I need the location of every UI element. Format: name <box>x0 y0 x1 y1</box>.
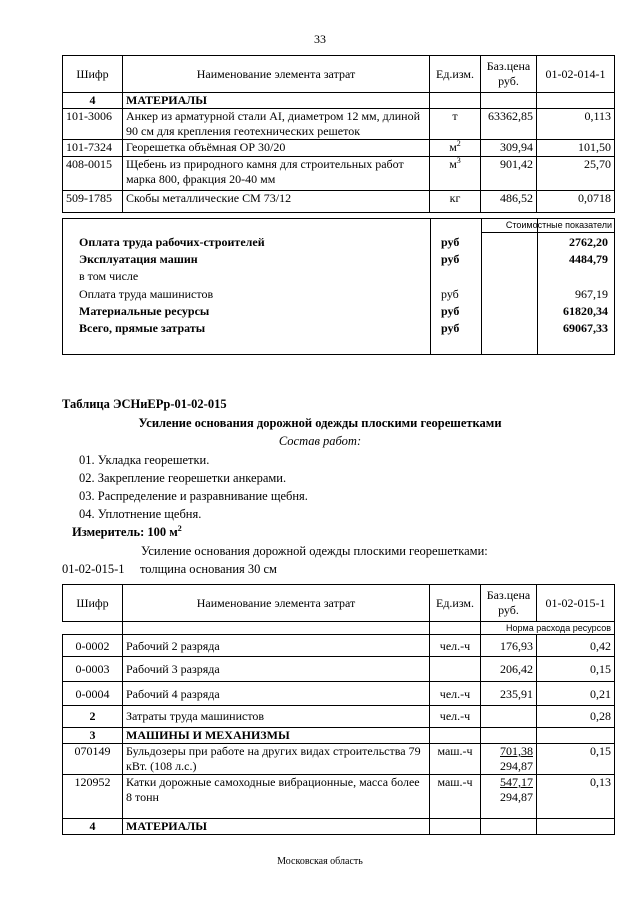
description-line: Усиление основания дорожной одежды плоскими георешетками: <box>141 544 488 558</box>
table-row: 0-0003 Рабочий 3 разряда 206,42 0,15 <box>63 657 615 682</box>
header-name: Наименование элемента затрат <box>123 585 430 622</box>
table-row <box>63 140 615 157</box>
work-item: 02. Закрепление георешетки анкерами. <box>79 471 287 485</box>
description-code: 01-02-015-1 <box>62 562 125 576</box>
table-row: 0-0004 Рабочий 4 разряда чел.-ч 235,91 0,21 <box>63 682 615 706</box>
row-unit: т <box>430 109 481 140</box>
row-unit: $м^3$ <box>430 157 481 191</box>
works-title: Состав работ: <box>278 434 362 448</box>
summary-row: Материальные ресурсы руб 61820,34 <box>79 304 608 318</box>
table-row: 120952 Катки дорожные самоходные вибрационные, масса более 8 тонн маш.-ч 547,17 294,87 0,13 <box>63 775 615 819</box>
measure-unit: Измеритель: 100 $м^2$ <box>72 523 182 539</box>
cost-indicators-label: Стоимостные показатели <box>505 220 612 230</box>
table-title: Таблица ЭСНиЕРр-01-02-015 <box>62 397 227 411</box>
summary-row: Эксплуатация машин руб 4484,79 <box>79 252 608 266</box>
header-code: Шифр <box>63 585 123 622</box>
row-name: Анкер из арматурной стали AI, диаметром 12 мм, длиной 90 см для крепления геотехнических решеток <box>123 109 430 140</box>
materials-table <box>62 55 615 213</box>
work-item: 03. Распределение и разравнивание щебня. <box>79 489 308 503</box>
row-price: 547,17 <box>500 775 533 789</box>
row-code: 101-3006 <box>63 109 123 140</box>
row-price: 309,94 <box>481 140 537 157</box>
section-number: 4 <box>63 93 123 109</box>
header-column-code: 01-02-015-1 <box>537 585 615 622</box>
page-number: 33 <box>314 32 326 46</box>
summary-row: в том числе <box>79 269 139 283</box>
row-value: 25,70 <box>537 157 615 191</box>
header-name: Наименование элемента затрат <box>123 56 430 93</box>
resources-table <box>62 584 615 835</box>
table-row: 070149 Бульдозеры при работе на других видах строительства 79 кВт. (108 л.с.) маш.-ч 701,38 294,87 0,15 <box>63 744 615 775</box>
cost-summary <box>62 218 615 355</box>
row-name: Георешетка объёмная ОР 30/20 <box>123 140 430 157</box>
header-unit: Ед.изм. <box>430 56 481 93</box>
section-title: МАТЕРИАЛЫ <box>123 93 430 109</box>
row-price: 701,38 <box>500 744 533 758</box>
row-value: 101,50 <box>537 140 615 157</box>
row-code: 509-1785 <box>63 191 123 213</box>
row-price: 901,42 <box>481 157 537 191</box>
work-item: 01. Укладка георешетки. <box>79 453 210 467</box>
table-row: 0-0002 Рабочий 2 разряда чел.-ч 176,93 0,42 <box>63 635 615 657</box>
header-code: Шифр <box>63 56 123 93</box>
table-row <box>63 191 615 213</box>
header-price: Баз.цена руб. <box>481 56 537 93</box>
table-row: 2 Затраты труда машинистов чел.-ч 0,28 <box>63 706 615 728</box>
row-value: 0,113 <box>537 109 615 140</box>
row-name: Скобы металлические СМ 73/12 <box>123 191 430 213</box>
header-price: Баз.цена руб. <box>481 585 537 622</box>
norm-label: Норма расхода ресурсов <box>481 622 615 635</box>
table-row: 3 МАШИНЫ И МЕХАНИЗМЫ <box>63 728 615 744</box>
table-row <box>63 109 615 140</box>
summary-row: Оплата труда машинистов руб 967,19 <box>79 287 608 301</box>
section-subtitle: Усиление основания дорожной одежды плоскими георешетками <box>138 416 502 430</box>
header-unit: Ед.изм. <box>430 585 481 622</box>
row-price-machinist: 294,87 <box>500 759 533 773</box>
summary-row: Всего, прямые затраты руб 69067,33 <box>79 321 608 335</box>
row-unit: кг <box>430 191 481 213</box>
footer-region: Московская область <box>277 856 363 867</box>
description-thickness: толщина основания 30 см <box>140 562 277 576</box>
row-code: 408-0015 <box>63 157 123 191</box>
summary-row: Оплата труда рабочих-строителей руб 2762,20 <box>79 235 608 249</box>
row-code: 101-7324 <box>63 140 123 157</box>
row-unit: $м^2$ <box>430 140 481 157</box>
header-column-code: 01-02-014-1 <box>537 56 615 93</box>
table-row: 4 МАТЕРИАЛЫ <box>63 819 615 835</box>
row-price-machinist: 294,87 <box>500 790 533 804</box>
work-item: 04. Уплотнение щебня. <box>79 507 202 521</box>
row-name: Щебень из природного камня для строительных работ марка 800, фракция 20-40 мм <box>123 157 430 191</box>
row-value: 0,0718 <box>537 191 615 213</box>
row-price: 486,52 <box>481 191 537 213</box>
table-row <box>63 157 615 191</box>
row-price: 63362,85 <box>481 109 537 140</box>
